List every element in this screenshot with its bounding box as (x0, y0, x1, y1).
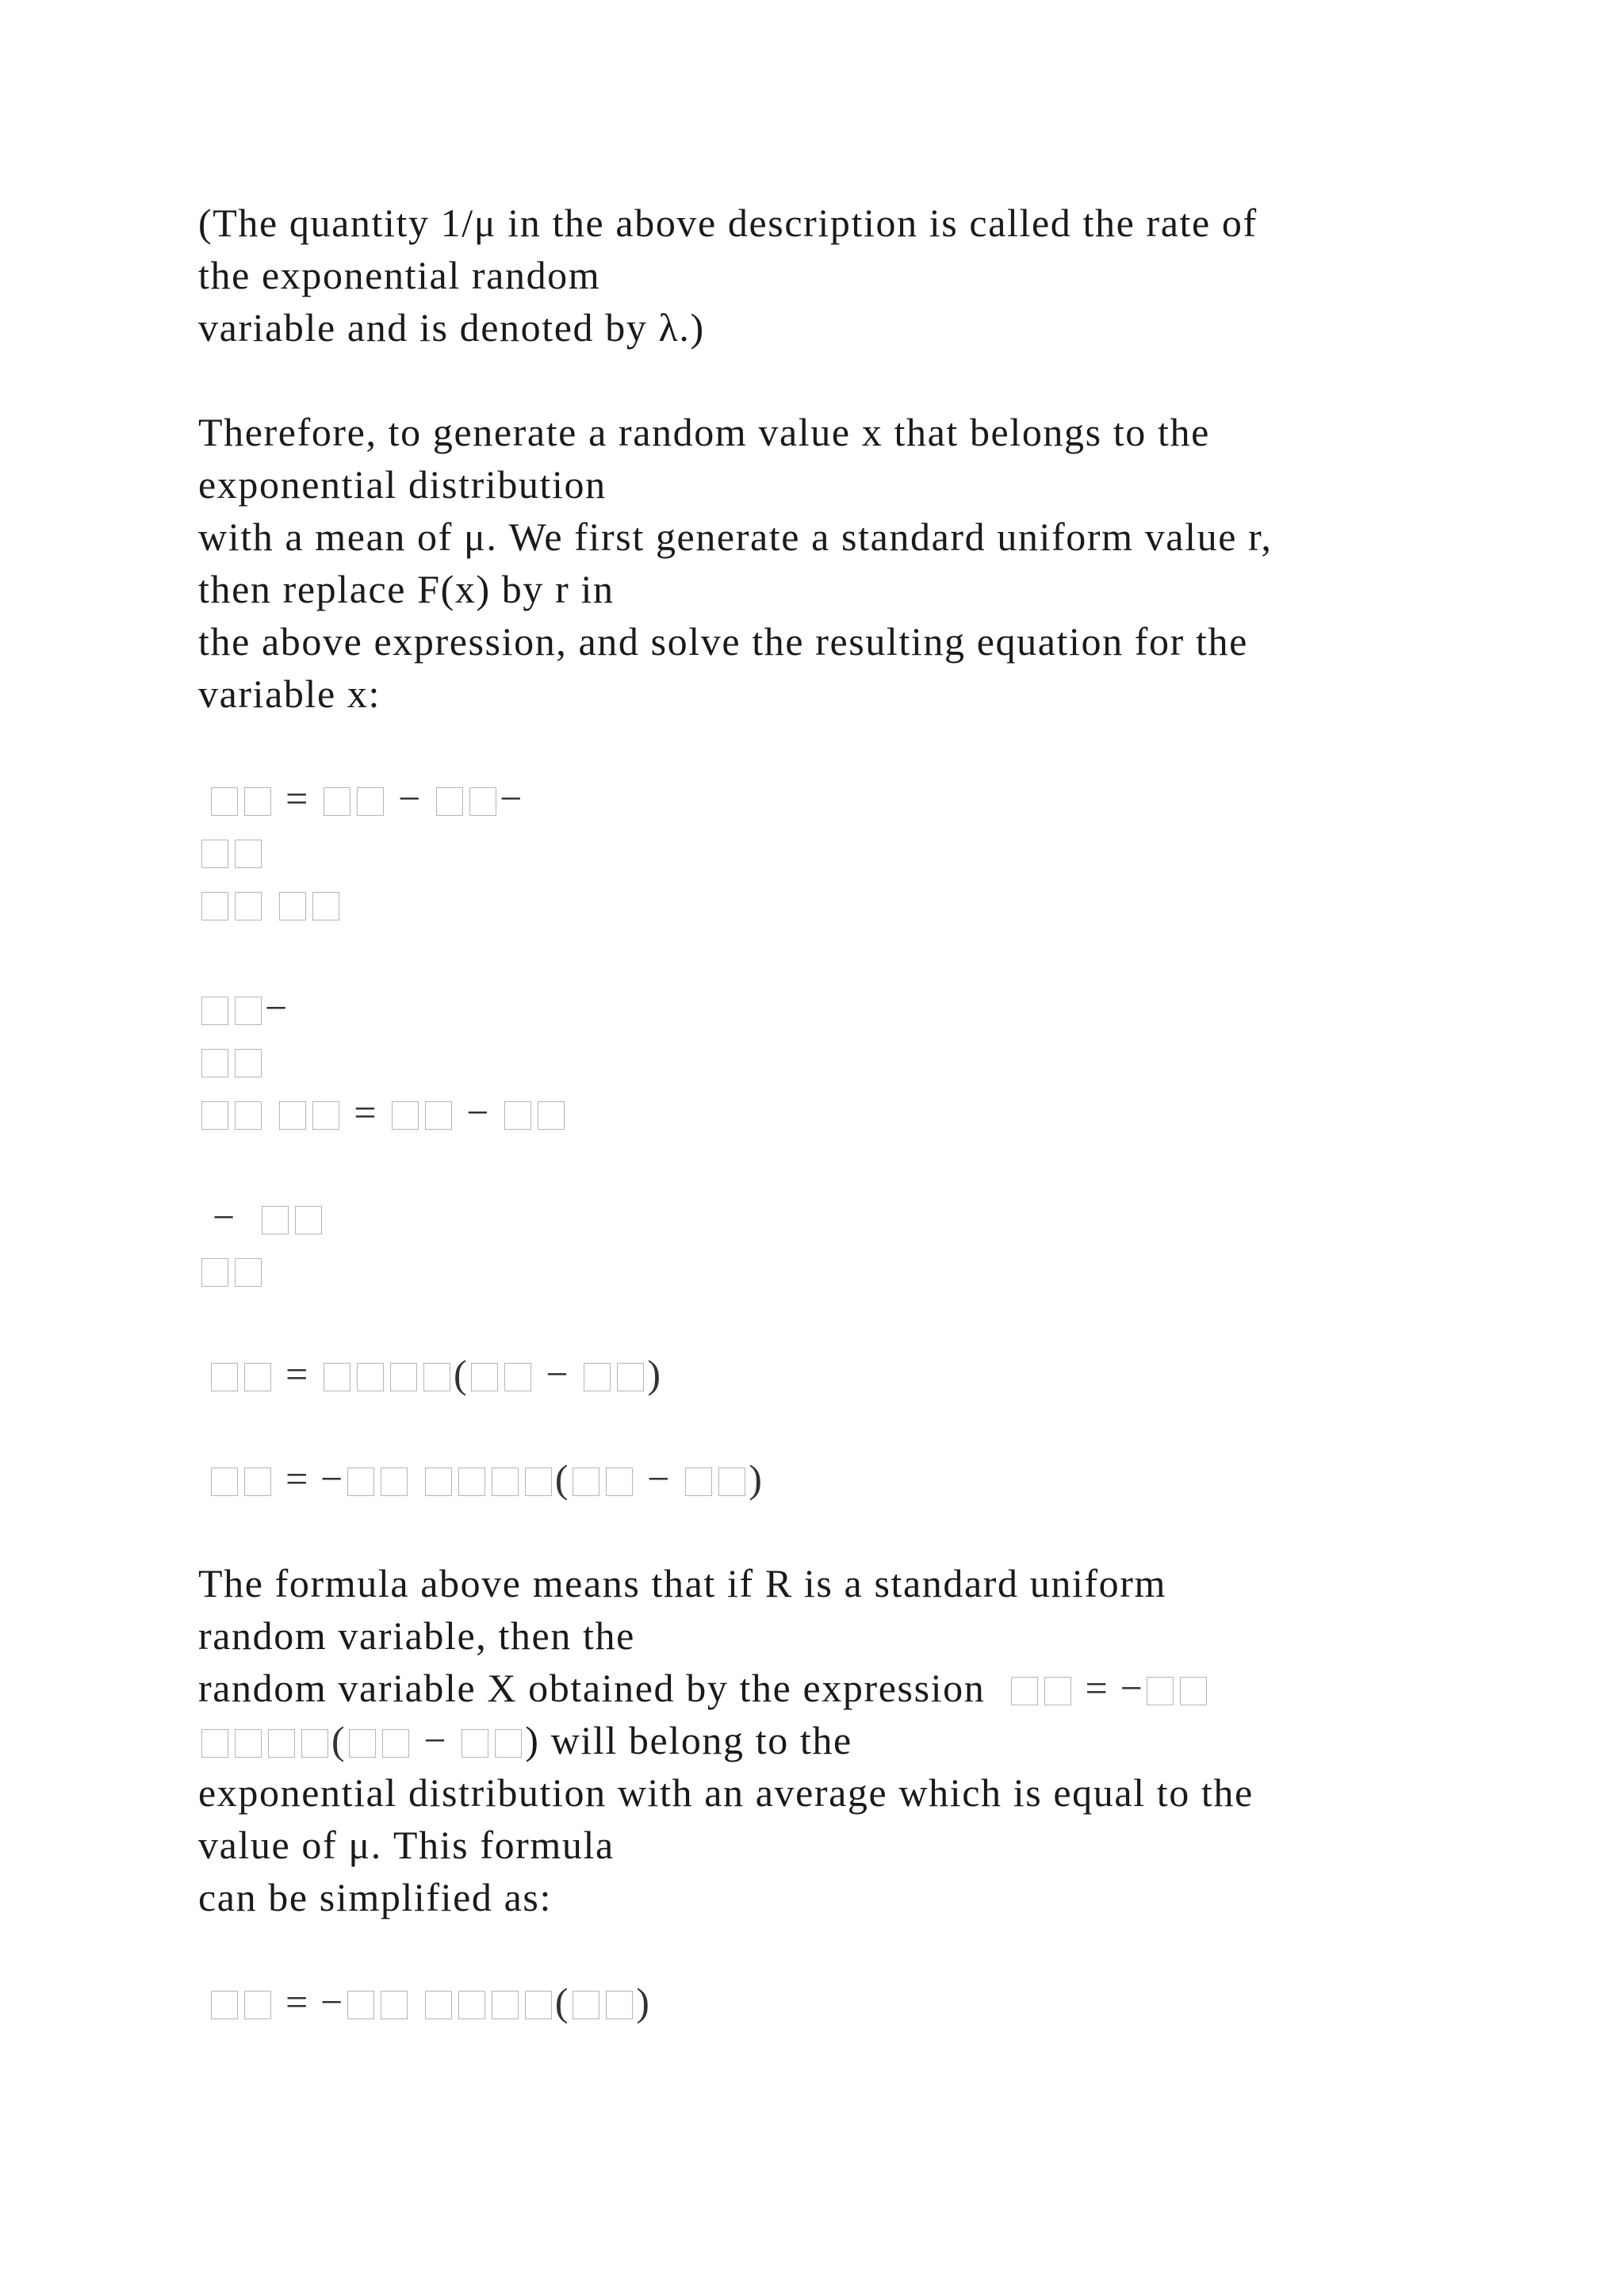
minus-sign: − (647, 1456, 672, 1501)
equation-line (198, 985, 289, 1030)
paragraph-line: the exponential random (198, 253, 601, 297)
paragraph-line: exponential distribution (198, 462, 607, 507)
right-paren: ) (749, 1456, 764, 1501)
paragraph-line: The formula above means that if R is a standard uniform (198, 1561, 1167, 1605)
minus-sign: − (423, 1718, 448, 1762)
paragraph-line: (The quantity 1/μ in the above description is called the rate of (198, 201, 1258, 245)
equation-line (208, 1982, 650, 2022)
equation-line (213, 1197, 325, 1237)
paragraph-text: ) will belong to the (525, 1718, 852, 1762)
neg-equals: = − (1085, 1666, 1144, 1710)
equation-line (208, 1354, 662, 1394)
equation-line (198, 1040, 265, 1080)
left-paren: ( (454, 1352, 469, 1396)
minus-sign: − (500, 776, 523, 821)
neg-equals: = − (285, 1980, 344, 2024)
minus-sign: − (466, 1090, 491, 1135)
equation-line (208, 1456, 764, 1501)
minus-sign: − (398, 776, 422, 821)
paragraph-line: variable and is denoted by λ.) (198, 305, 705, 350)
paragraph-line: can be simplified as: (198, 1875, 552, 1919)
paragraph-line: the above expression, and solve the resulting equation for the (198, 619, 1248, 664)
paragraph-line: Therefore, to generate a random value x that belongs to the (198, 410, 1210, 454)
left-paren: ( (554, 1980, 570, 2024)
minus-sign: − (213, 1195, 236, 1239)
paragraph-line: random variable, then the (198, 1613, 635, 1658)
paragraph-line: value of μ. This formula (198, 1823, 615, 1867)
equation-line (198, 831, 265, 871)
paragraph-text: random variable X obtained by the expression (198, 1666, 997, 1710)
left-paren: ( (554, 1456, 570, 1501)
minus-sign: − (265, 985, 289, 1030)
paragraph-line: then replace F(x) by r in (198, 567, 615, 611)
minus-sign: − (546, 1352, 570, 1396)
paragraph-line (198, 1668, 1210, 1708)
equation-line (198, 1090, 568, 1135)
equation-line (208, 776, 523, 821)
equation-line (198, 883, 343, 923)
right-paren: ) (636, 1980, 651, 2024)
paragraph-line (198, 1720, 852, 1760)
equals-sign: = (285, 1352, 309, 1396)
equals-sign: = (354, 1090, 378, 1135)
paragraph-line: variable x: (198, 672, 381, 716)
left-paren: ( (331, 1718, 347, 1762)
right-paren: ) (647, 1352, 662, 1396)
paragraph-line: exponential distribution with an average which is equal to the (198, 1770, 1254, 1815)
equation-line (198, 1249, 265, 1289)
paragraph-line: with a mean of μ. We first generate a standard uniform value r, (198, 515, 1273, 559)
equals-sign: = (285, 776, 309, 821)
neg-equals: = − (285, 1456, 344, 1501)
